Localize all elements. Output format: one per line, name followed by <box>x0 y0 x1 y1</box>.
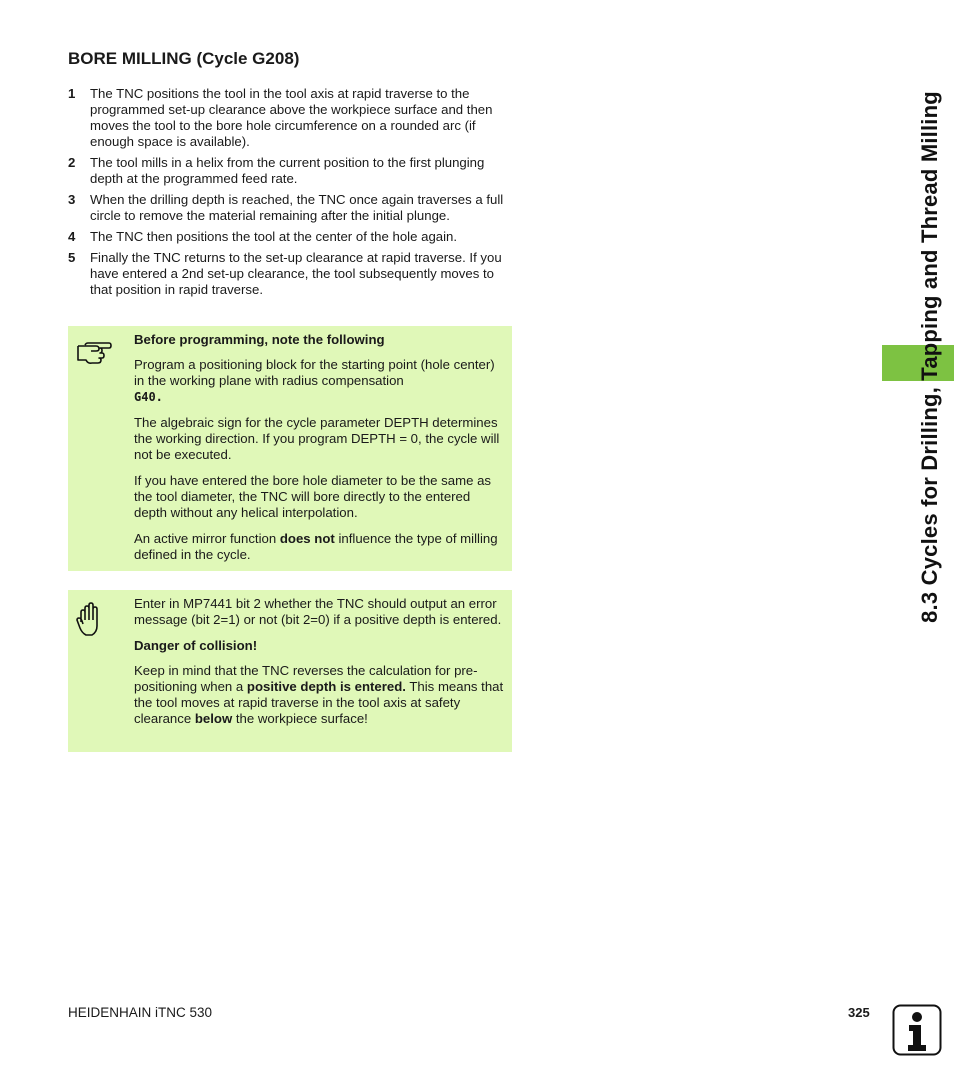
emphasis-text: does not <box>279 531 335 546</box>
note-paragraph <box>134 663 506 727</box>
code-text: G40. <box>134 390 163 404</box>
note-text: Keep in mind that the TNC reverses the calculation for pre-positioning when a <box>134 663 478 694</box>
section-title: BORE MILLING (Cycle G208) <box>68 49 300 68</box>
raised-hand-icon <box>76 600 102 640</box>
step-list <box>68 86 512 303</box>
footer-product: HEIDENHAIN iTNC 530 <box>68 1005 213 1020</box>
note-text: Program a positioning block for the starting point (hole center) in the working plane with radius compensation <box>134 357 495 388</box>
step-text: When the drilling depth is reached, the TNC once again traverses a full circle to remove the material remaining after the initial plunge. <box>90 192 504 223</box>
note-paragraph: If you have entered the bore hole diameter to be the same as the tool diameter, the TNC will bore directly to the entered depth without any helical interpolation. <box>134 473 492 520</box>
note-text: influence the type of milling defined in the cycle. <box>134 531 498 562</box>
note-box-programming <box>68 326 512 571</box>
step-text: The tool mills in a helix from the current position to the first plunging depth at the programmed feed rate. <box>90 155 485 186</box>
note-text: the workpiece surface! <box>232 711 368 726</box>
note-heading: Before programming, note the following <box>134 332 385 347</box>
note-paragraph <box>134 531 506 563</box>
list-item <box>68 155 512 187</box>
pointing-hand-icon <box>76 334 112 366</box>
list-item <box>68 250 512 298</box>
list-item <box>68 86 512 150</box>
note-paragraph: Enter in MP7441 bit 2 whether the TNC should output an error message (bit 2=1) or not (bit 2=0) if a positive depth is entered. <box>134 596 502 627</box>
step-text: Finally the TNC returns to the set-up clearance at rapid traverse. If you have entered a 2nd set-up clearance, the tool subsequently moves to that position in rapid traverse. <box>90 250 502 297</box>
step-text: The TNC positions the tool in the tool axis at rapid traverse to the programmed set-up clearance above the workpiece surface and then moves the tool to the bore hole circumference on a rounded arc (if enough space is available). <box>90 86 493 149</box>
note-body <box>134 596 506 737</box>
note-text: An active mirror function <box>134 531 280 546</box>
step-number: 5 <box>68 250 76 265</box>
note-paragraph: The algebraic sign for the cycle parameter DEPTH determines the working direction. If you program DEPTH = 0, the cycle will not be executed. <box>134 415 500 462</box>
note-body <box>134 332 506 573</box>
step-number: 4 <box>68 229 76 244</box>
list-item <box>68 192 512 224</box>
info-icon <box>892 1004 942 1056</box>
chapter-side-title: 8.3 Cycles for Drilling, Tapping and Thread Milling <box>917 91 942 623</box>
step-text: The TNC then positions the tool at the center of the hole again. <box>90 229 458 244</box>
step-number: 2 <box>68 155 76 170</box>
page-number: 325 <box>848 1005 870 1020</box>
emphasis-text: positive depth is entered. <box>246 679 406 694</box>
note-paragraph <box>134 357 506 405</box>
note-heading: Danger of collision! <box>134 638 258 653</box>
emphasis-text: below <box>194 711 233 726</box>
step-number: 1 <box>68 86 76 101</box>
note-text: This means that the tool moves at rapid traverse in the tool axis at safety clearance <box>134 679 504 726</box>
step-number: 3 <box>68 192 76 207</box>
note-box-collision <box>68 590 512 752</box>
list-item <box>68 229 512 245</box>
